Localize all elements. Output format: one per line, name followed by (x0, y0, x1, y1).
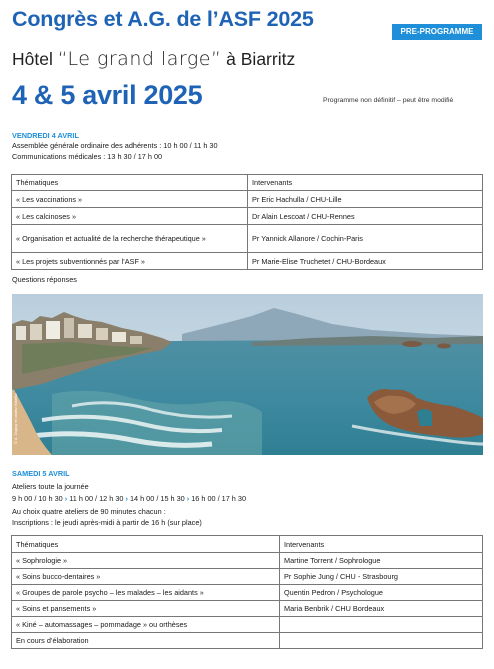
topic-cell: « Soins bucco-dentaires » (12, 569, 280, 585)
hotel-suffix: à Biarritz (221, 49, 296, 69)
table-row (12, 191, 483, 208)
topic-cell: « Groupes de parole psycho – les malades – les aidants » (12, 585, 280, 601)
photo-credit: © A. Dupuy et visitez Biarritz (13, 393, 18, 444)
day1-line-2: Communications médicales : 13 h 30 / 17 h 00 (12, 152, 163, 161)
slot-4: 16 h 00 / 17 h 30 (191, 494, 247, 503)
biarritz-coast-photo (12, 294, 483, 455)
event-dates: 4 & 5 avril 2025 (12, 80, 203, 110)
table-row (12, 208, 483, 225)
day1-line-1: Assemblée générale ordinaire des adhérents : 10 h 00 / 11 h 30 (12, 141, 218, 150)
day1-heading: VENDREDI 4 AVRIL (12, 131, 79, 140)
speaker-cell: Pr Sophie Jung / CHU - Strasbourg (280, 569, 483, 585)
topic-cell: « Organisation et actualité de la recherche thérapeutique » (12, 225, 248, 253)
table-header-cell: Intervenants (248, 175, 483, 191)
table-header-cell: Thématiques (12, 175, 248, 191)
speaker-cell (280, 617, 483, 633)
topic-cell: En cours d’élaboration (12, 633, 280, 649)
hotel-line (12, 48, 295, 70)
table-row (12, 569, 483, 585)
program-note: Programme non définitif – peut être modifié (323, 97, 454, 104)
pre-programme-badge: PRE-PROGRAMME (392, 24, 482, 40)
speaker-cell: Pr Eric Hachulla / CHU-Lille (248, 191, 483, 208)
hotel-prefix: Hôtel (12, 49, 58, 69)
topic-cell: « Les vaccinations » (12, 191, 248, 208)
speaker-cell: Maria Benbrik / CHU Bordeaux (280, 601, 483, 617)
slot-1: 9 h 00 / 10 h 30 (12, 494, 63, 503)
table-row (12, 553, 483, 569)
table-row (12, 253, 483, 270)
speaker-cell: Pr Marie-Elise Truchetet / CHU-Bordeaux (248, 253, 483, 270)
topic-cell: « Sophrologie » (12, 553, 280, 569)
day2-line-3: Au choix quatre ateliers de 90 minutes chacun : (12, 507, 166, 516)
topic-cell: « Les projets subventionnés par l’ASF » (12, 253, 248, 270)
table-row (12, 617, 483, 633)
day2-line-4: Inscriptions : le jeudi après-midi à partir de 16 h (sur place) (12, 518, 202, 527)
day1-table (11, 174, 483, 270)
arrow-icon: › (64, 494, 68, 503)
workshop-schedule (12, 494, 246, 503)
arrow-icon: › (125, 494, 128, 503)
hotel-name: “Le grand large” (57, 48, 222, 70)
table-row (12, 585, 483, 601)
day2-line-1: Ateliers toute la journée (12, 482, 89, 491)
table-header-row (12, 536, 483, 553)
speaker-cell: Quentin Pedron / Psychologue (280, 585, 483, 601)
topic-cell: « Soins et pansements » (12, 601, 280, 617)
table-header-cell: Intervenants (280, 536, 483, 553)
speaker-cell: Dr Alain Lescoat / CHU-Rennes (248, 208, 483, 225)
topic-cell: « Kiné – automassages – pommadage » ou orthèses (12, 617, 280, 633)
topic-cell: « Les calcinoses » (12, 208, 248, 225)
table-row (12, 225, 483, 253)
speaker-cell: Pr Yannick Allanore / Cochin-Paris (248, 225, 483, 253)
day1-after: Questions réponses (12, 275, 77, 284)
page-title: Congrès et A.G. de l’ASF 2025 (12, 7, 314, 31)
table-header-row (12, 175, 483, 191)
day2-table (11, 535, 483, 649)
table-header-cell: Thématiques (12, 536, 280, 553)
coast-illustration (12, 294, 483, 455)
table-row (12, 633, 483, 649)
arrow-icon: › (186, 494, 190, 503)
speaker-cell (280, 633, 483, 649)
slot-2: 11 h 00 / 12 h 30 (69, 494, 124, 503)
table-row (12, 601, 483, 617)
day2-heading: SAMEDI 5 AVRIL (12, 469, 70, 478)
speaker-cell: Martine Torrent / Sophrologue (280, 553, 483, 569)
slot-3: 14 h 00 / 15 h 30 (129, 494, 185, 503)
